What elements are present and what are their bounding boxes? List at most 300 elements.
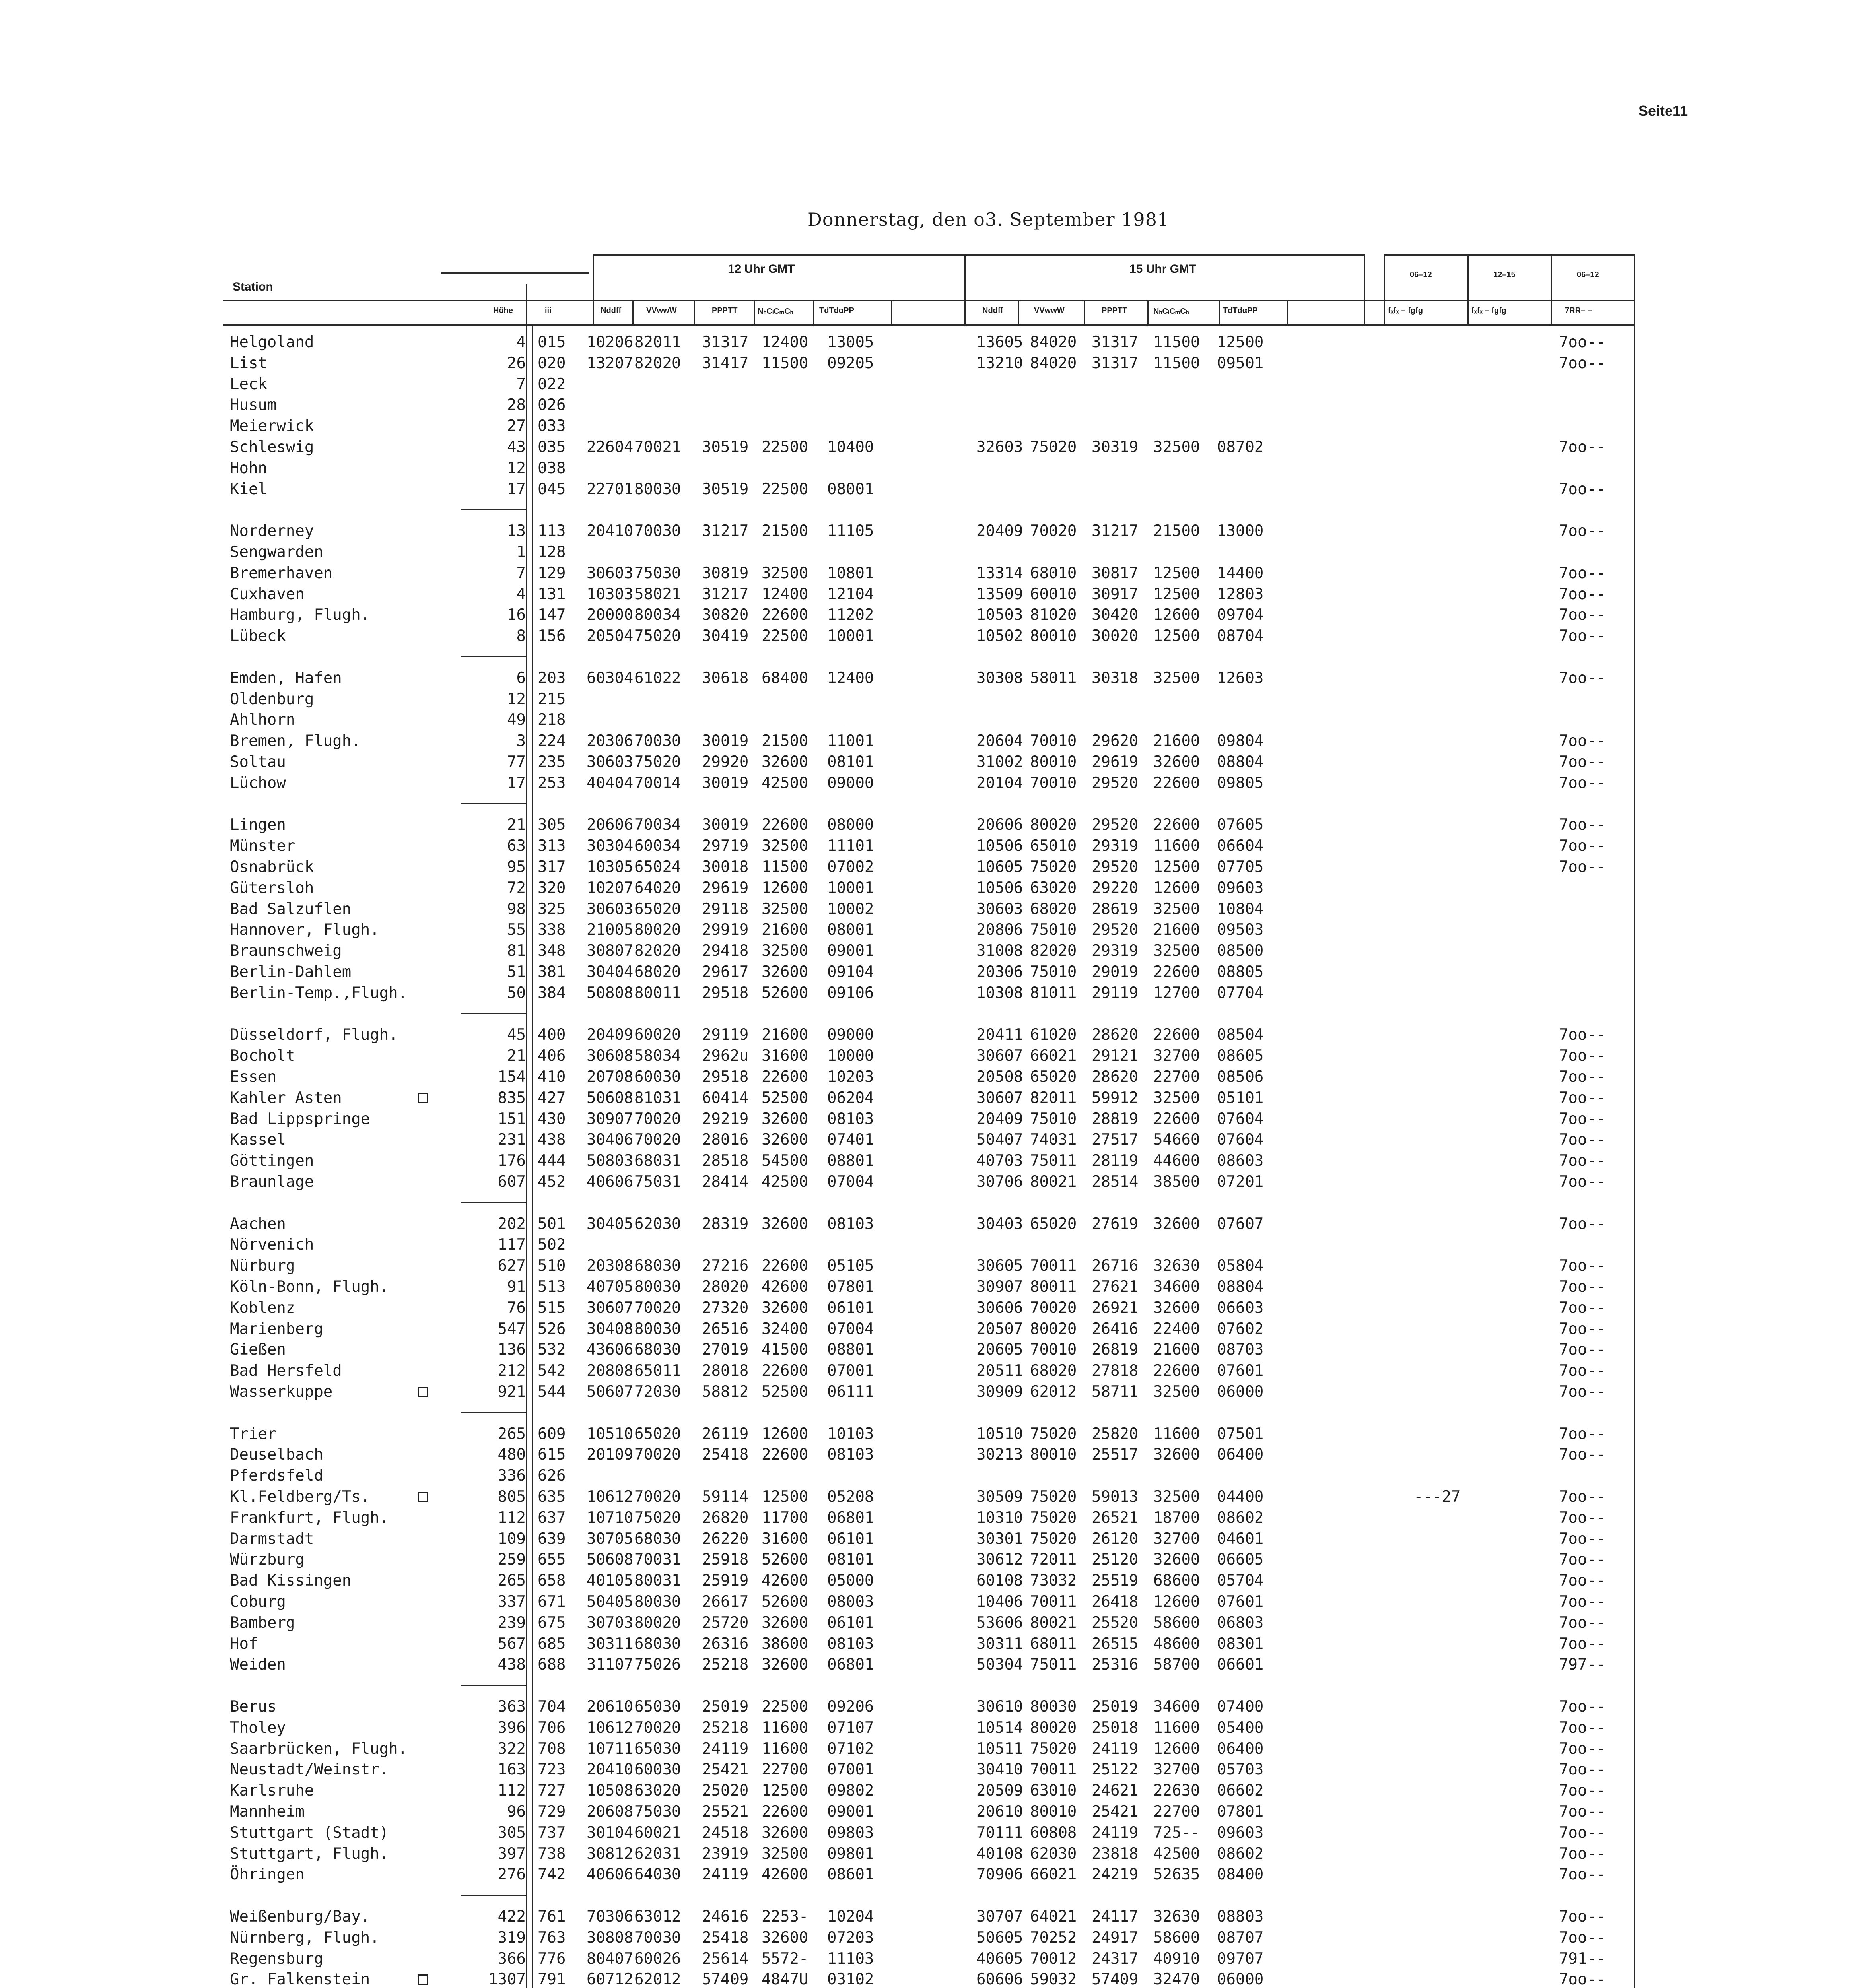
table-row [0, 1949, 1860, 1969]
observation-code: 64020 [634, 879, 681, 897]
observation-code: 7oo-- [1559, 333, 1606, 351]
observation-code: 737 [538, 1824, 566, 1842]
table-row [0, 1382, 1860, 1402]
station-name: Marienberg [230, 1320, 323, 1338]
observation-code: 10002 [827, 900, 874, 918]
station-height: 50 [507, 984, 526, 1002]
station-height: 43 [507, 438, 526, 456]
observation-code: 29319 [1092, 942, 1139, 960]
station-name: Essen [230, 1068, 277, 1086]
observation-code: 65024 [634, 858, 681, 876]
observation-code: 7oo-- [1559, 1908, 1606, 1926]
observation-code: 25519 [1092, 1572, 1139, 1590]
observation-code: 08103 [827, 1635, 874, 1653]
station-name: Leck [230, 375, 267, 393]
observation-code: 68400 [762, 669, 809, 687]
observation-code: 80010 [1030, 1803, 1077, 1821]
station-height: 72 [507, 879, 526, 897]
observation-code: 70020 [634, 1131, 681, 1149]
observation-code: 06400 [1217, 1446, 1264, 1464]
observation-code: 30519 [702, 438, 749, 456]
table-row [0, 1780, 1860, 1801]
table-row [0, 374, 1860, 395]
observation-code: 80034 [634, 606, 681, 624]
station-name: Emden, Hafen [230, 669, 342, 687]
observation-code: 70010 [1030, 1341, 1077, 1359]
observation-code: 30808 [587, 1929, 634, 1947]
observation-code: 80030 [634, 480, 681, 498]
station-height: 109 [498, 1530, 526, 1548]
observation-code: 11500 [1153, 333, 1200, 351]
observation-code: 24518 [702, 1824, 749, 1842]
observation-code: 09801 [827, 1845, 874, 1863]
observation-code: 08603 [1217, 1152, 1264, 1170]
observation-code: 40108 [976, 1845, 1023, 1863]
observation-code: 75020 [634, 627, 681, 645]
observation-code: 75030 [634, 1803, 681, 1821]
observation-code: 70010 [1030, 732, 1077, 750]
observation-code: 70020 [634, 1299, 681, 1317]
station-name: Braunschweig [230, 942, 342, 960]
observation-code: 70011 [1030, 1593, 1077, 1611]
station-name: Münster [230, 837, 295, 855]
observation-code: 08804 [1217, 1278, 1264, 1296]
observation-code: 21005 [587, 921, 634, 939]
observation-code: 06605 [1217, 1551, 1264, 1569]
station-name: Lingen [230, 816, 286, 834]
observation-code: 685 [538, 1635, 566, 1653]
observation-code: 53606 [976, 1614, 1023, 1632]
observation-code: 60026 [634, 1950, 681, 1968]
observation-code: 25720 [702, 1614, 749, 1632]
observation-code: 75020 [1030, 858, 1077, 876]
observation-code: 52600 [762, 1551, 809, 1569]
table-row [0, 1759, 1860, 1780]
observation-code: 07604 [1217, 1110, 1264, 1128]
observation-code: 40910 [1153, 1950, 1200, 1968]
group-separator [461, 656, 526, 657]
observation-code: 27621 [1092, 1278, 1139, 1296]
observation-code: 29121 [1092, 1047, 1139, 1065]
observation-code: 07004 [827, 1320, 874, 1338]
observation-code: 7oo-- [1559, 1446, 1606, 1464]
observation-code: 68030 [634, 1635, 681, 1653]
table-row [0, 1319, 1860, 1340]
observation-code: 10514 [976, 1719, 1023, 1737]
observation-code: 32500 [762, 900, 809, 918]
observation-code: 10801 [827, 564, 874, 582]
observation-code: 30304 [587, 837, 634, 855]
observation-code: 12500 [762, 1782, 809, 1800]
observation-code: 08805 [1217, 963, 1264, 981]
station-height: 26 [507, 354, 526, 372]
observation-code: 80010 [1030, 753, 1077, 771]
observation-code: 09503 [1217, 921, 1264, 939]
observation-code: 2253- [762, 1908, 809, 1926]
observation-code: 82020 [634, 354, 681, 372]
observation-code: 704 [538, 1698, 566, 1716]
observation-code: 11001 [827, 732, 874, 750]
observation-code: 60606 [976, 1971, 1023, 1988]
observation-code: 7oo-- [1559, 354, 1606, 372]
observation-code: 32500 [1153, 942, 1200, 960]
observation-code: 7oo-- [1559, 753, 1606, 771]
station-height: 95 [507, 858, 526, 876]
observation-code: 2962u [702, 1047, 749, 1065]
observation-code: 08704 [1217, 627, 1264, 645]
table-row [0, 1340, 1860, 1360]
observation-code: 25120 [1092, 1551, 1139, 1569]
observation-code: 502 [538, 1236, 566, 1254]
observation-code: 65011 [634, 1362, 681, 1380]
observation-code: 30607 [587, 1299, 634, 1317]
observation-code: 015 [538, 333, 566, 351]
observation-code: 07002 [827, 858, 874, 876]
observation-code: 80020 [1030, 816, 1077, 834]
observation-code: 30319 [1092, 438, 1139, 456]
group-separator [461, 1895, 526, 1896]
observation-code: 70111 [976, 1824, 1023, 1842]
observation-code: 30605 [976, 1257, 1023, 1275]
station-name: Kassel [230, 1131, 286, 1149]
observation-code: 64021 [1030, 1908, 1077, 1926]
group-separator [461, 1412, 526, 1413]
observation-code: 63012 [634, 1908, 681, 1926]
observation-code: 7oo-- [1559, 1761, 1606, 1778]
observation-code: 452 [538, 1173, 566, 1191]
observation-code: 25919 [702, 1572, 749, 1590]
observation-code: 58600 [1153, 1929, 1200, 1947]
observation-code: 08602 [1217, 1845, 1264, 1863]
col-header: Nddff [982, 306, 1003, 315]
observation-code: 26921 [1092, 1299, 1139, 1317]
observation-code: 7oo-- [1559, 1089, 1606, 1107]
station-name: Bocholt [230, 1047, 295, 1065]
observation-code: 7oo-- [1559, 1824, 1606, 1842]
station-height: 305 [498, 1824, 526, 1842]
observation-code: 64030 [634, 1866, 681, 1883]
observation-code: 27320 [702, 1299, 749, 1317]
observation-code: 60108 [976, 1572, 1023, 1590]
observation-code: 26617 [702, 1593, 749, 1611]
table-row [0, 752, 1860, 773]
observation-code: 05400 [1217, 1719, 1264, 1737]
observation-code: 31317 [1092, 333, 1139, 351]
observation-code: 10710 [587, 1509, 634, 1527]
observation-code: 06111 [827, 1383, 874, 1401]
observation-code: 31008 [976, 942, 1023, 960]
observation-code: 791-- [1559, 1950, 1606, 1968]
observation-code: 12600 [1153, 879, 1200, 897]
table-row [0, 857, 1860, 878]
group-separator [461, 1202, 526, 1203]
observation-code: 25020 [702, 1782, 749, 1800]
observation-code: 7oo-- [1559, 1971, 1606, 1988]
station-height: 1307 [488, 1971, 526, 1988]
observation-code: 688 [538, 1656, 566, 1673]
range-header-1: 06–12 [1410, 270, 1432, 279]
observation-code: 29019 [1092, 963, 1139, 981]
observation-code: 22700 [1153, 1068, 1200, 1086]
observation-code: 30612 [976, 1551, 1023, 1569]
observation-code: 57409 [702, 1971, 749, 1988]
table-row [0, 983, 1860, 1004]
observation-code: 22600 [762, 1068, 809, 1086]
mountain-station-marker-icon [418, 1387, 428, 1397]
observation-code: 29919 [702, 921, 749, 939]
table-row [0, 605, 1860, 625]
observation-code: 23818 [1092, 1845, 1139, 1863]
observation-code: 32600 [1153, 1551, 1200, 1569]
station-name: Coburg [230, 1593, 286, 1611]
observation-code: 25517 [1092, 1446, 1139, 1464]
observation-code: 11600 [762, 1719, 809, 1737]
observation-code: 68030 [634, 1530, 681, 1548]
station-height: 627 [498, 1257, 526, 1275]
station-height: 319 [498, 1929, 526, 1947]
observation-code: 63010 [1030, 1782, 1077, 1800]
station-header: Station [233, 280, 273, 293]
observation-code: 776 [538, 1950, 566, 1968]
group2-header: 15 Uhr GMT [1129, 262, 1197, 276]
observation-code: 65030 [634, 1740, 681, 1758]
observation-code: 20306 [587, 732, 634, 750]
observation-code: 24219 [1092, 1866, 1139, 1883]
observation-code: 10510 [587, 1425, 634, 1443]
observation-code: 42600 [762, 1572, 809, 1590]
observation-code: 42600 [762, 1278, 809, 1296]
observation-code: 38500 [1153, 1173, 1200, 1191]
observation-code: 22600 [762, 1362, 809, 1380]
observation-code: 81011 [1030, 984, 1077, 1002]
observation-code: 75020 [1030, 1488, 1077, 1506]
station-name: Meierwick [230, 417, 314, 435]
observation-code: 07001 [827, 1761, 874, 1778]
observation-code: 22600 [762, 1257, 809, 1275]
observation-code: 30419 [702, 627, 749, 645]
observation-code: 06400 [1217, 1740, 1264, 1758]
observation-code: 317 [538, 858, 566, 876]
observation-code: 08605 [1217, 1047, 1264, 1065]
observation-code: 218 [538, 711, 566, 729]
observation-code: 29119 [1092, 984, 1139, 1002]
observation-code: 09803 [827, 1824, 874, 1842]
observation-code: 20511 [976, 1362, 1023, 1380]
station-name: Osnabrück [230, 858, 314, 876]
observation-code: 75031 [634, 1173, 681, 1191]
station-height: 45 [507, 1026, 526, 1044]
observation-code: 07801 [827, 1278, 874, 1296]
observation-code: 12600 [1153, 606, 1200, 624]
observation-code: 22500 [762, 438, 809, 456]
observation-code: 12600 [762, 879, 809, 897]
station-height: 51 [507, 963, 526, 981]
observation-code: 797-- [1559, 1656, 1606, 1673]
observation-code: 75010 [1030, 963, 1077, 981]
observation-code: 68020 [634, 963, 681, 981]
observation-code: 75030 [634, 564, 681, 582]
observation-code: 32500 [1153, 1383, 1200, 1401]
observation-code: 08003 [827, 1593, 874, 1611]
station-height: 12 [507, 690, 526, 708]
observation-code: 532 [538, 1341, 566, 1359]
observation-code: 25316 [1092, 1656, 1139, 1673]
observation-code: 07601 [1217, 1593, 1264, 1611]
observation-code: 80021 [1030, 1614, 1077, 1632]
observation-code: 42500 [1153, 1845, 1200, 1863]
observation-code: 75011 [1030, 1656, 1077, 1673]
observation-code: 28620 [1092, 1068, 1139, 1086]
observation-code: 43606 [587, 1341, 634, 1359]
observation-code: 20410 [587, 1761, 634, 1778]
table-row [0, 1172, 1860, 1192]
hoehe-header: Höhe [493, 306, 513, 315]
observation-code: ---27 [1414, 1488, 1461, 1506]
observation-code: 21500 [1153, 522, 1200, 540]
station-name: Gießen [230, 1341, 286, 1359]
table-row [0, 353, 1860, 374]
observation-code: 25019 [1092, 1698, 1139, 1716]
station-height: 21 [507, 816, 526, 834]
observation-code: 203 [538, 669, 566, 687]
observation-code: 30606 [976, 1299, 1023, 1317]
observation-code: 50605 [976, 1929, 1023, 1947]
observation-code: 30403 [976, 1215, 1023, 1233]
observation-code: 26220 [702, 1530, 749, 1548]
table-row [0, 479, 1860, 500]
observation-code: 30519 [702, 480, 749, 498]
observation-code: 31217 [702, 585, 749, 603]
station-name: Stuttgart, Flugh. [230, 1845, 389, 1863]
observation-code: 32500 [1153, 438, 1200, 456]
observation-code: 11600 [1153, 1425, 1200, 1443]
station-name: Deuselbach [230, 1446, 323, 1464]
observation-code: 32600 [1153, 1299, 1200, 1317]
observation-code: 22630 [1153, 1782, 1200, 1800]
observation-code: 25418 [702, 1929, 749, 1947]
station-height: 117 [498, 1236, 526, 1254]
observation-code: 20109 [587, 1446, 634, 1464]
observation-code: 09000 [827, 774, 874, 792]
observation-code: 52500 [762, 1383, 809, 1401]
observation-code: 7oo-- [1559, 564, 1606, 582]
station-height: 17 [507, 774, 526, 792]
observation-code: 28414 [702, 1173, 749, 1191]
observation-code: 06101 [827, 1530, 874, 1548]
observation-code: 26716 [1092, 1257, 1139, 1275]
station-name: Göttingen [230, 1152, 314, 1170]
table-row [0, 521, 1860, 542]
observation-code: 28619 [1092, 900, 1139, 918]
observation-code: 410 [538, 1068, 566, 1086]
observation-code: 20606 [587, 816, 634, 834]
observation-code: 70034 [634, 816, 681, 834]
observation-code: 40605 [976, 1950, 1023, 1968]
observation-code: 70020 [1030, 522, 1077, 540]
station-height: 81 [507, 942, 526, 960]
range-header-2: 12–15 [1493, 270, 1516, 279]
station-name: Aachen [230, 1215, 286, 1233]
observation-code: 738 [538, 1845, 566, 1863]
observation-code: 09001 [827, 1803, 874, 1821]
observation-code: 30020 [1092, 627, 1139, 645]
observation-code: 20610 [976, 1803, 1023, 1821]
observation-code: 7oo-- [1559, 1614, 1606, 1632]
observation-code: 32600 [762, 1110, 809, 1128]
observation-code: 75026 [634, 1656, 681, 1673]
observation-code: 75010 [1030, 921, 1077, 939]
station-name: Berlin-Temp.,Flugh. [230, 984, 408, 1002]
observation-code: 50608 [587, 1551, 634, 1569]
observation-code: 7oo-- [1559, 1845, 1606, 1863]
table-row [0, 1969, 1860, 1988]
observation-code: 04400 [1217, 1488, 1264, 1506]
observation-code: 30018 [702, 858, 749, 876]
observation-code: 66021 [1030, 1047, 1077, 1065]
date-heading: Donnerstag, den o3. September 1981 [807, 209, 1170, 230]
station-name: Ahlhorn [230, 711, 295, 729]
observation-code: 32600 [1153, 1215, 1200, 1233]
observation-code: 40404 [587, 774, 634, 792]
observation-code: 75011 [1030, 1152, 1077, 1170]
observation-code: 60808 [1030, 1824, 1077, 1842]
observation-code: 09206 [827, 1698, 874, 1716]
observation-code: 07604 [1217, 1131, 1264, 1149]
observation-code: 10310 [976, 1509, 1023, 1527]
observation-code: 60034 [634, 837, 681, 855]
observation-code: 24317 [1092, 1950, 1139, 1968]
observation-code: 305 [538, 816, 566, 834]
observation-code: 22600 [762, 606, 809, 624]
observation-code: 25218 [702, 1656, 749, 1673]
col-header: 7RR– – [1565, 306, 1592, 315]
observation-code: 21500 [762, 522, 809, 540]
observation-code: 5572- [762, 1950, 809, 1968]
observation-code: 30607 [976, 1047, 1023, 1065]
observation-code: 30907 [976, 1278, 1023, 1296]
observation-code: 06604 [1217, 837, 1264, 855]
table-row [0, 1592, 1860, 1612]
observation-code: 24621 [1092, 1782, 1139, 1800]
station-name: Regensburg [230, 1950, 323, 1968]
group-separator [461, 1685, 526, 1686]
observation-code: 10406 [976, 1593, 1023, 1611]
observation-code: 30607 [976, 1089, 1023, 1107]
observation-code: 7oo-- [1559, 1047, 1606, 1065]
observation-code: 07601 [1217, 1362, 1264, 1380]
observation-code: 32600 [762, 1656, 809, 1673]
observation-code: 25918 [702, 1551, 749, 1569]
station-height: 7 [516, 564, 526, 582]
observation-code: 68600 [1153, 1572, 1200, 1590]
observation-code: 10605 [976, 858, 1023, 876]
observation-code: 038 [538, 459, 566, 477]
observation-code: 06602 [1217, 1782, 1264, 1800]
observation-code: 32500 [1153, 1089, 1200, 1107]
table-row [0, 731, 1860, 751]
observation-code: 21600 [762, 1026, 809, 1044]
station-name: Kl.Feldberg/Ts. [230, 1488, 370, 1506]
station-name: Hof [230, 1635, 258, 1653]
observation-code: 706 [538, 1719, 566, 1737]
observation-code: 29418 [702, 942, 749, 960]
observation-code: 20508 [976, 1068, 1023, 1086]
observation-code: 24117 [1092, 1908, 1139, 1926]
table-row [0, 1109, 1860, 1130]
observation-code: 58021 [634, 585, 681, 603]
observation-code: 7oo-- [1559, 1593, 1606, 1611]
observation-code: 31002 [976, 753, 1023, 771]
